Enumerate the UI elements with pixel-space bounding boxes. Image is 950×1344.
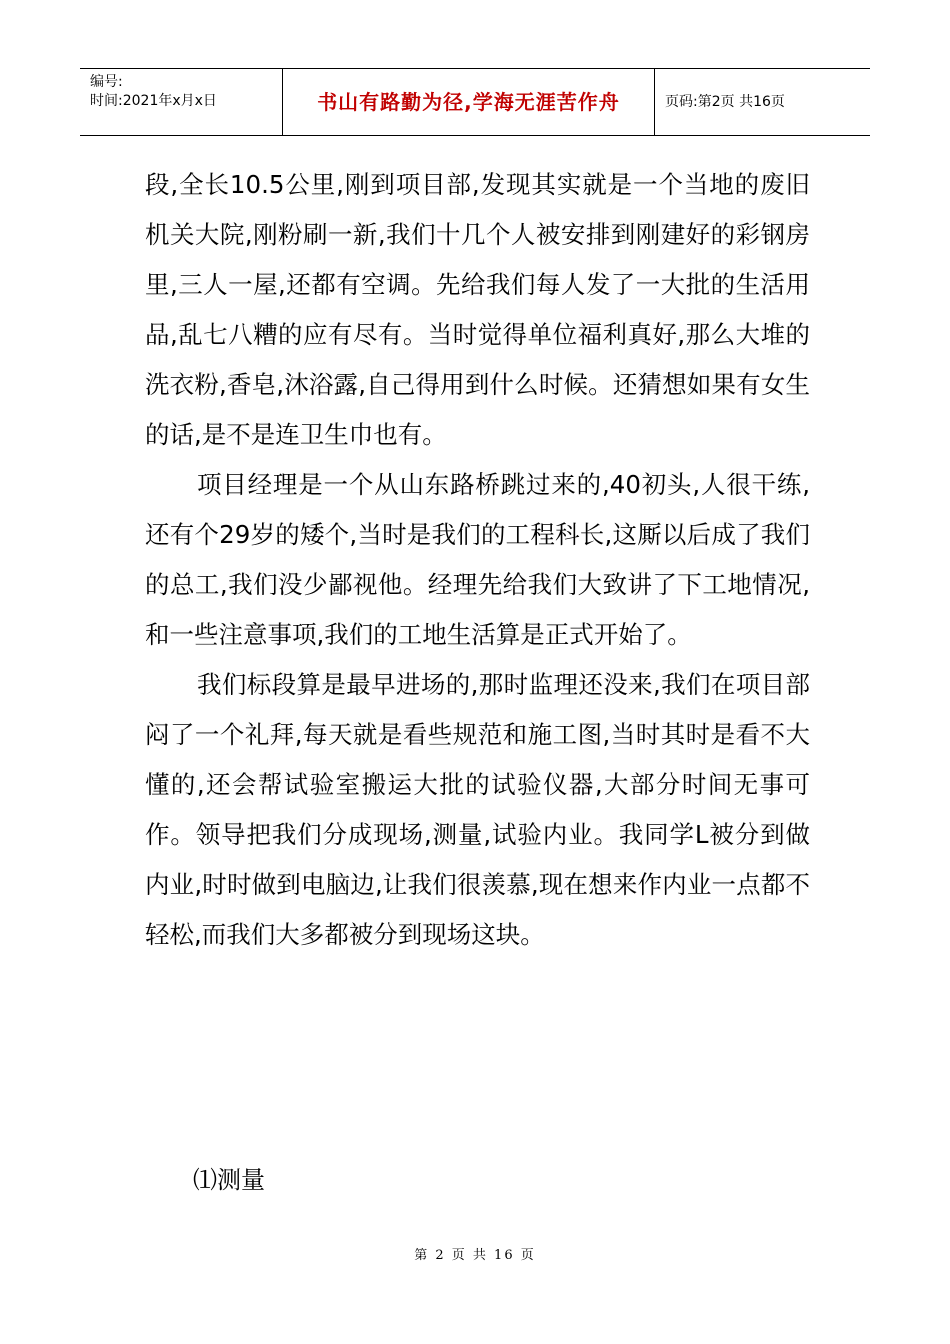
header-page-info: 页码:第2页 共16页 [665, 94, 785, 110]
header-meta-cell [80, 69, 283, 135]
body-paragraph-2: 项目经理是一个从山东路桥跳过来的,40初头,人很干练,还有个29岁的矮个,当时是我们的工程科长,这厮以后成了我们的总工,我们没少鄙视他。经理先给我们大致讲了下工地情况,和一些注意事项,我们的工地生活算是正式开始了。 [145, 470, 810, 649]
page-header [80, 68, 870, 136]
header-motto: 书山有路勤为径,学海无涯苦作舟 [283, 69, 655, 135]
body-paragraph-3: 我们标段算是最早进场的,那时监理还没来,我们在项目部闷了一个礼拜,每天就是看些规范和施工图,当时其时是看不大懂的,还会帮试验室搬运大批的试验仪器,大部分时间无事可作。领导把我们分成现场,测量,试验内业。我同学L被分到做内业,时时做到电脑边,让我们很羡慕,现在想来作内业一点都不轻松,而我们大多都被分到现场这块。 [145, 670, 810, 949]
section-subheading: ⑴测量 [193, 1166, 265, 1194]
document-number-label: 编号: [90, 74, 123, 90]
page-footer: 第 2 页 共 16 页 [414, 1248, 536, 1263]
document-body [145, 160, 810, 960]
body-paragraph-1: 段,全长10.5公里,刚到项目部,发现其实就是一个当地的废旧机关大院,刚粉刷一新,我们十几个人被安排到刚建好的彩钢房里,三人一屋,还都有空调。先给我们每人发了一大批的生活用品,乱七八糟的应有尽有。当时觉得单位福利真好,那么大堆的洗衣粉,香皂,沐浴露,自己得用到什么时候。还猜想如果有女生的话,是不是连卫生巾也有。 [145, 170, 810, 449]
document-time-label: 时间:2021年x月x日 [90, 93, 217, 109]
